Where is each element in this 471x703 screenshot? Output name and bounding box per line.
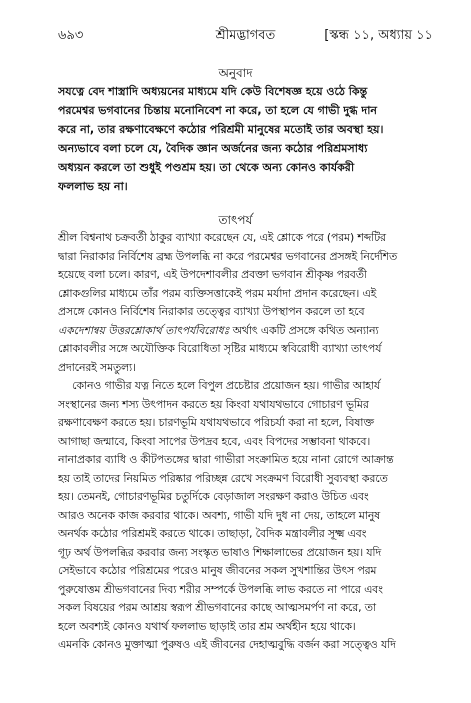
translation-line: অধ্যয়ন করলে তা শুধুই পণ্ডশ্রম হয়। তা থেকে অন্য কোনও কার্যকরী xyxy=(58,161,355,174)
purport-line: আগাছা জন্মাবে, কিংবা সাপের উপদ্রব হবে, এবং বিপদের সম্ভাবনা থাকবে। xyxy=(58,434,371,448)
purport-line: হয় তাই তাদের নিয়মিত পরিষ্কার পরিচ্ছন্ন রেখে সংক্রমণ বিরোধী সুব্যবস্থা করতে xyxy=(58,471,388,485)
purport-line-with-quote xyxy=(58,322,436,341)
purport-line: দ্বারা নিরাকার নির্বিশেষ ব্রহ্ম উপলব্ধি না করে পরমেশ্বর ভগবানের প্রসঙ্গই নির্দেশিত xyxy=(58,249,398,263)
sanskrit-quote: একদেশান্বয় উত্তরশ্লোকার্থ তাৎপর্যবিরোধঃ xyxy=(58,323,230,337)
page-number: ৬৯৩ xyxy=(58,28,84,43)
purport-line: গূঢ় অর্থ উপলব্ধির করবার জন্য সংস্কৃত ভাষাও শিক্ষালাভের প্রয়োজন হয়। যদি xyxy=(58,545,382,559)
purport-paragraph-1 xyxy=(58,229,436,377)
purport-line: শ্লোকাবলীর সঙ্গে অযৌক্তিক বিরোধিতা সৃষ্টির মাধ্যমে স্ববিরোধী ব্যাখ্যা তাৎপর্য xyxy=(58,342,382,355)
purport-line: রক্ষণাবেক্ষণ করতে হয়। চারণভূমি যথাযথভাবে পরিচর্যা করা না হলে, বিষাক্ত xyxy=(58,416,374,429)
purport-line: শ্লোকগুলির মাধ্যমে তাঁর পরম ব্যক্তিসত্তাকেই পরম মর্যাদা প্রদান করেছেন। এই xyxy=(58,286,377,300)
purport-line-rest: অর্থাৎ একটি প্রসঙ্গে কথিত অন্যান্য xyxy=(229,323,379,337)
translation-line: করে না, তার রক্ষণাবেক্ষণে কঠোর পরিশ্রমী মানুষের মতোই তার অবস্থা হয়। xyxy=(58,123,384,136)
purport-line: হয়। তেমনই, গোচারণভূমির চতুর্দিকে বেড়াজাল সংরক্ষণ করাও উচিত এবং xyxy=(58,490,369,503)
purport-line: অনর্থক কঠোর পরিশ্রমই করতে থাকে। তাছাড়া, বৈদিক মন্ত্রাবলীর সূক্ষ্ম এবং xyxy=(58,527,367,540)
purport-heading: তাৎপর্য xyxy=(218,213,253,227)
canto-chapter-label: [স্কন্ধ ১১, অধ্যায় ১১ xyxy=(324,28,433,43)
translation-heading: অনুবাদ xyxy=(218,66,253,80)
translation-line: সযত্নে বেদ শাস্ত্রাদি অধ্যয়নের মাধ্যমে যদি কেউ বিশেষজ্ঞ হয়ে ওঠে কিন্তু xyxy=(58,85,368,98)
purport-line: সংস্থানের জন্য শস্য উৎপাদন করতে হয় কিংবা যথাযথভাবে গোচারণ ভূমির xyxy=(58,397,369,411)
book-title: শ্রীমদ্ভাগবত xyxy=(215,28,276,43)
purport-line: হয়েছে বলা চলে। কারণ, এই উপদেশাবলীর প্রবক্তা ভগবান শ্রীকৃষ্ণ পরবর্তী xyxy=(58,268,367,281)
purport-line: শ্রীল বিশ্বনাথ চক্রবর্তী ঠাকুর ব্যাখ্যা করেছেন যে, এই শ্লোকে পরে (পরম) শব্দটির xyxy=(58,231,386,244)
purport-line: প্রসঙ্গে কোনও নির্বিশেষ নিরাকার তত্ত্বের ব্যাখ্যা উপস্থাপন করলে তা হবে xyxy=(58,305,365,318)
purport-line: নানাপ্রকার ব্যাধি ও কীটপতঙ্গের দ্বারা গাভীরা সংক্রামিত হয়ে নানা রোগে আক্রান্ত xyxy=(58,453,394,466)
purport-line: পুরুষোত্তম শ্রীভগবানের দিব্য শরীর সম্পর্কে উপলব্ধি লাভ করতে না পারে এবং xyxy=(58,582,383,596)
purport-line: এমনকি কোনও মুক্তাত্মা পুরুষও এই জীবনের দেহাত্মবুদ্ধি বর্জন করা সত্ত্বেও যদি xyxy=(58,638,396,651)
purport-line: সেইভাবে কঠোর পরিশ্রমের পরেও মানুষ জীবনের সকল সুখশান্তির উৎস পরম xyxy=(58,564,377,577)
purport-line: সকল বিষয়ের পরম আশ্রয় স্বরূপ শ্রীভগবানের কাছে আত্মসমর্পণ না করে, তা xyxy=(58,601,376,614)
translation-line: পরমেশ্বর ভগবানের চিন্তায় মনোনিবেশ না করে, তা হলে যে গাভী দুগ্ধ দান xyxy=(58,104,377,117)
translation-text xyxy=(58,82,436,196)
purport-paragraph-2 xyxy=(58,377,436,655)
translation-line: ফললাভ হয় না। xyxy=(58,180,128,193)
purport-line: কোনও গাভীর যত্ন নিতে হলে বিপুল প্রচেষ্টার প্রয়োজন হয়। গাভীর আহার্য xyxy=(72,379,381,392)
purport-line: আরও অনেক কাজ করবার থাকে। অবশ্য, গাভী যদি দুধ না দেয়, তাহলে মানুষ xyxy=(58,508,381,522)
translation-line: অন্যভাবে বলা চলে যে, বৈদিক জ্ঞান অর্জনের জন্য কঠোর পরিশ্রমসাধ্য xyxy=(58,142,368,155)
purport-line: হলে অবশ্যই কোনও যথার্থ ফললাভ ছাড়াই তার শ্রম অর্থহীন হয়ে থাকে। xyxy=(58,619,356,633)
page-header xyxy=(58,26,433,46)
purport-line: প্রদানেরই সমতুল্য। xyxy=(58,360,136,374)
